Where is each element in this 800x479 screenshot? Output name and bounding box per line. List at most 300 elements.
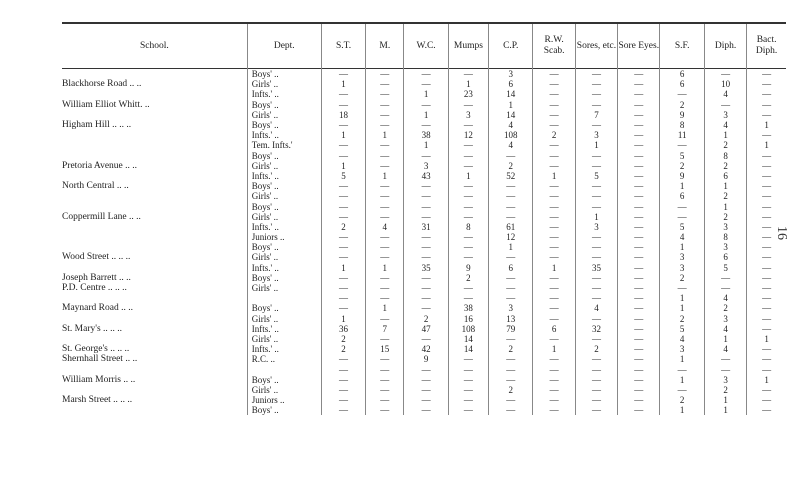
count-cell: 8 xyxy=(704,151,746,161)
count-cell: — xyxy=(404,334,448,344)
count-cell: — xyxy=(366,181,404,191)
count-cell: — xyxy=(321,283,365,293)
count-cell: 1 xyxy=(660,181,704,191)
department: Girls' .. xyxy=(247,161,321,171)
school-name: Maynard Road .. .. xyxy=(62,303,133,314)
count-cell: — xyxy=(366,69,404,80)
count-cell: 3 xyxy=(704,110,746,120)
count-cell: 1 xyxy=(321,263,365,273)
table-row xyxy=(62,395,786,405)
count-cell: — xyxy=(747,201,786,211)
count-cell: — xyxy=(366,79,404,89)
school-name xyxy=(62,201,247,211)
count-cell: — xyxy=(533,161,575,171)
department: Boys' .. xyxy=(247,242,321,252)
column-header: C.P. xyxy=(489,23,533,69)
count-cell: — xyxy=(618,89,660,99)
count-cell: — xyxy=(618,130,660,140)
count-cell: 6 xyxy=(660,69,704,80)
department: Infts.' .. xyxy=(247,324,321,334)
count-cell: 2 xyxy=(660,314,704,324)
school-name xyxy=(62,242,247,252)
count-cell: 3 xyxy=(704,375,746,385)
count-cell: — xyxy=(618,100,660,110)
department: Juniors .. xyxy=(247,232,321,242)
column-header: S.F. xyxy=(660,23,704,69)
count-cell: 1 xyxy=(660,303,704,313)
department: Boys' .. xyxy=(247,69,321,80)
count-cell: — xyxy=(747,222,786,232)
count-cell: — xyxy=(448,201,488,211)
count-cell: — xyxy=(618,314,660,324)
count-cell: 1 xyxy=(533,344,575,354)
count-cell: — xyxy=(321,252,365,262)
count-cell: 1 xyxy=(489,242,533,252)
column-header: Mumps xyxy=(448,23,488,69)
count-cell: — xyxy=(489,191,533,201)
table-row xyxy=(62,120,786,130)
page-number: 16 xyxy=(774,226,789,240)
count-cell: 6 xyxy=(489,263,533,273)
table-row xyxy=(62,222,786,232)
count-cell: — xyxy=(489,201,533,211)
count-cell: — xyxy=(404,385,448,395)
count-cell: — xyxy=(747,171,786,181)
count-cell: — xyxy=(321,140,365,150)
count-cell: — xyxy=(704,354,746,364)
count-cell: — xyxy=(404,79,448,89)
count-cell: — xyxy=(747,110,786,120)
count-cell: — xyxy=(747,151,786,161)
table-row xyxy=(62,232,786,242)
count-cell: — xyxy=(618,222,660,232)
count-cell: — xyxy=(404,212,448,222)
count-cell: — xyxy=(448,212,488,222)
school-name: Higham Hill .. .. .. xyxy=(62,120,132,131)
count-cell: 4 xyxy=(704,89,746,99)
count-cell: 38 xyxy=(448,303,488,313)
school-name xyxy=(62,334,247,344)
school-name xyxy=(62,232,247,242)
count-cell: 4 xyxy=(366,222,404,232)
count-cell: 1 xyxy=(704,201,746,211)
count-cell: — xyxy=(747,293,786,303)
department: Girls' .. xyxy=(247,212,321,222)
count-cell: — xyxy=(366,201,404,211)
count-cell: — xyxy=(575,79,617,89)
count-cell: 3 xyxy=(489,69,533,80)
table-row xyxy=(62,334,786,344)
count-cell: — xyxy=(489,252,533,262)
count-cell: — xyxy=(533,395,575,405)
school-name xyxy=(62,89,247,99)
table-row xyxy=(62,69,786,80)
count-cell: — xyxy=(533,222,575,232)
count-cell: 13 xyxy=(489,314,533,324)
count-cell: 38 xyxy=(404,130,448,140)
count-cell: — xyxy=(575,201,617,211)
count-cell: — xyxy=(404,283,448,293)
count-cell: 4 xyxy=(704,293,746,303)
table-row xyxy=(62,405,786,415)
department: Infts.' .. xyxy=(247,130,321,140)
count-cell: — xyxy=(747,212,786,222)
school-name xyxy=(62,293,247,303)
count-cell: 79 xyxy=(489,324,533,334)
count-cell: 2 xyxy=(321,344,365,354)
count-cell: — xyxy=(747,385,786,395)
count-cell: 4 xyxy=(704,324,746,334)
count-cell: — xyxy=(533,151,575,161)
school-name: Pretoria Avenue .. .. xyxy=(62,160,138,171)
count-cell: 2 xyxy=(321,334,365,344)
count-cell: 5 xyxy=(660,324,704,334)
count-cell: 2 xyxy=(660,273,704,283)
table-row xyxy=(62,79,786,89)
count-cell: — xyxy=(448,385,488,395)
count-cell: 1 xyxy=(660,375,704,385)
count-cell: — xyxy=(489,181,533,191)
count-cell: 12 xyxy=(489,232,533,242)
count-cell: 2 xyxy=(533,130,575,140)
count-cell: — xyxy=(747,181,786,191)
count-cell: 9 xyxy=(448,263,488,273)
count-cell: — xyxy=(618,364,660,374)
count-cell: — xyxy=(448,283,488,293)
count-cell: 1 xyxy=(747,334,786,344)
count-cell: — xyxy=(366,375,404,385)
department: Boys' .. xyxy=(247,120,321,130)
count-cell: — xyxy=(366,100,404,110)
count-cell: 2 xyxy=(704,161,746,171)
department: Juniors .. xyxy=(247,395,321,405)
count-cell: 42 xyxy=(404,344,448,354)
table-row xyxy=(62,201,786,211)
count-cell: — xyxy=(618,283,660,293)
department: Infts.' .. xyxy=(247,222,321,232)
count-cell: 15 xyxy=(366,344,404,354)
table-row xyxy=(62,385,786,395)
count-cell: — xyxy=(704,273,746,283)
count-cell: — xyxy=(533,212,575,222)
count-cell: — xyxy=(533,201,575,211)
count-cell: — xyxy=(704,364,746,374)
count-cell: — xyxy=(660,212,704,222)
count-cell: 1 xyxy=(704,405,746,415)
count-cell: 1 xyxy=(704,395,746,405)
school-name: Blackhorse Road .. .. xyxy=(62,79,142,90)
count-cell: — xyxy=(618,405,660,415)
count-cell: — xyxy=(366,364,404,374)
count-cell: 1 xyxy=(489,100,533,110)
count-cell: 7 xyxy=(575,110,617,120)
count-cell: — xyxy=(366,140,404,150)
count-cell: 14 xyxy=(489,89,533,99)
count-cell: — xyxy=(533,79,575,89)
school-name: Coppermill Lane .. .. xyxy=(62,211,141,222)
count-cell: — xyxy=(575,314,617,324)
count-cell: — xyxy=(747,405,786,415)
count-cell: — xyxy=(321,201,365,211)
count-cell: — xyxy=(533,232,575,242)
table-row xyxy=(62,324,786,334)
count-cell: 4 xyxy=(704,344,746,354)
table-row xyxy=(62,375,786,385)
school-name: William Elliot Whitt. .. xyxy=(62,99,150,110)
count-cell: — xyxy=(618,110,660,120)
count-cell: 2 xyxy=(321,222,365,232)
count-cell: — xyxy=(533,375,575,385)
count-cell: 10 xyxy=(704,79,746,89)
count-cell: — xyxy=(404,303,448,313)
count-cell: — xyxy=(321,191,365,201)
count-cell: — xyxy=(533,110,575,120)
count-cell: — xyxy=(618,252,660,262)
count-cell: — xyxy=(575,151,617,161)
count-cell: 2 xyxy=(489,344,533,354)
count-cell: 1 xyxy=(366,171,404,181)
count-cell: — xyxy=(448,405,488,415)
count-cell: 9 xyxy=(404,354,448,364)
count-cell: — xyxy=(533,100,575,110)
count-cell: 2 xyxy=(489,161,533,171)
table-row xyxy=(62,130,786,140)
count-cell: — xyxy=(366,314,404,324)
count-cell: — xyxy=(404,151,448,161)
count-cell: — xyxy=(618,151,660,161)
count-cell: 36 xyxy=(321,324,365,334)
count-cell: 2 xyxy=(704,385,746,395)
count-cell: — xyxy=(366,354,404,364)
department xyxy=(247,293,321,303)
column-header: W.C. xyxy=(404,23,448,69)
count-cell: — xyxy=(533,303,575,313)
count-cell: — xyxy=(366,151,404,161)
count-cell: — xyxy=(404,375,448,385)
column-header: M. xyxy=(366,23,404,69)
count-cell: 2 xyxy=(404,314,448,324)
department: Girls' .. xyxy=(247,385,321,395)
column-header: R.W. Scab. xyxy=(533,23,575,69)
count-cell: — xyxy=(321,354,365,364)
column-header: Bact. Diph. xyxy=(747,23,786,69)
count-cell: — xyxy=(404,395,448,405)
count-cell: 47 xyxy=(404,324,448,334)
count-cell: — xyxy=(366,395,404,405)
count-cell: — xyxy=(747,273,786,283)
count-cell: — xyxy=(747,232,786,242)
count-cell: — xyxy=(618,140,660,150)
count-cell: — xyxy=(489,405,533,415)
count-cell: — xyxy=(618,171,660,181)
column-header: Sores, etc. xyxy=(575,23,617,69)
count-cell: — xyxy=(747,252,786,262)
count-cell: — xyxy=(704,69,746,80)
count-cell: — xyxy=(489,212,533,222)
count-cell: — xyxy=(533,385,575,395)
count-cell: 1 xyxy=(533,263,575,273)
school-name: P.D. Centre .. .. .. xyxy=(62,283,127,294)
table-row xyxy=(62,263,786,273)
count-cell: — xyxy=(366,212,404,222)
count-cell: — xyxy=(404,273,448,283)
column-header: Sore Eyes. xyxy=(618,23,660,69)
count-cell: — xyxy=(404,181,448,191)
count-cell: — xyxy=(321,375,365,385)
count-cell: 1 xyxy=(660,293,704,303)
count-cell: — xyxy=(660,140,704,150)
count-cell: 1 xyxy=(747,375,786,385)
count-cell: 108 xyxy=(489,130,533,140)
count-cell: — xyxy=(366,232,404,242)
department: Boys' .. xyxy=(247,201,321,211)
count-cell: 35 xyxy=(404,263,448,273)
department: Infts.' .. xyxy=(247,263,321,273)
count-cell: — xyxy=(321,212,365,222)
count-cell: — xyxy=(366,385,404,395)
count-cell: — xyxy=(575,354,617,364)
count-cell: — xyxy=(533,354,575,364)
count-cell: — xyxy=(404,69,448,80)
count-cell: 8 xyxy=(448,222,488,232)
count-cell: 1 xyxy=(660,354,704,364)
count-cell: 1 xyxy=(366,130,404,140)
table-row xyxy=(62,191,786,201)
count-cell: 3 xyxy=(660,252,704,262)
count-cell: — xyxy=(618,69,660,80)
department: Boys' .. xyxy=(247,100,321,110)
count-cell: — xyxy=(321,151,365,161)
count-cell: — xyxy=(747,354,786,364)
count-cell: 3 xyxy=(704,314,746,324)
count-cell: 31 xyxy=(404,222,448,232)
count-cell: 1 xyxy=(660,242,704,252)
count-cell: — xyxy=(575,69,617,80)
count-cell: — xyxy=(618,385,660,395)
count-cell: 1 xyxy=(575,140,617,150)
table-row xyxy=(62,151,786,161)
count-cell: — xyxy=(533,191,575,201)
school-name xyxy=(62,151,247,161)
count-cell: — xyxy=(618,232,660,242)
count-cell: 6 xyxy=(489,79,533,89)
count-cell: — xyxy=(489,293,533,303)
department: R.C. .. xyxy=(247,354,321,364)
count-cell: — xyxy=(575,191,617,201)
count-cell: 6 xyxy=(660,191,704,201)
department: Infts.' .. xyxy=(247,171,321,181)
count-cell: — xyxy=(747,100,786,110)
count-cell: — xyxy=(575,252,617,262)
count-cell: — xyxy=(575,161,617,171)
count-cell: 5 xyxy=(321,171,365,181)
count-cell: — xyxy=(618,201,660,211)
count-cell: — xyxy=(489,375,533,385)
count-cell: — xyxy=(366,120,404,130)
count-cell: — xyxy=(618,79,660,89)
department: Boys' .. xyxy=(247,405,321,415)
count-cell: — xyxy=(448,191,488,201)
school-name xyxy=(62,191,247,201)
count-cell: 3 xyxy=(704,242,746,252)
department: Girls' .. xyxy=(247,283,321,293)
count-cell: — xyxy=(448,69,488,80)
count-cell: — xyxy=(489,273,533,283)
count-cell: — xyxy=(366,191,404,201)
count-cell: — xyxy=(533,140,575,150)
count-cell: — xyxy=(618,334,660,344)
count-cell: — xyxy=(321,395,365,405)
table-row xyxy=(62,354,786,364)
school-name: St. George's .. .. .. xyxy=(62,344,130,355)
table-row xyxy=(62,252,786,262)
count-cell: 9 xyxy=(660,110,704,120)
count-cell: — xyxy=(660,385,704,395)
count-cell: — xyxy=(533,252,575,262)
count-cell: — xyxy=(747,161,786,171)
count-cell: — xyxy=(448,395,488,405)
count-cell: 1 xyxy=(321,161,365,171)
department: Boys' .. xyxy=(247,375,321,385)
count-cell: 1 xyxy=(704,130,746,140)
department: Infts.' .. xyxy=(247,89,321,99)
count-cell: 16 xyxy=(448,314,488,324)
count-cell: 3 xyxy=(575,130,617,140)
count-cell: — xyxy=(366,242,404,252)
count-cell: 1 xyxy=(704,334,746,344)
count-cell: 1 xyxy=(366,303,404,313)
count-cell: — xyxy=(575,273,617,283)
count-cell: 1 xyxy=(366,263,404,273)
count-cell: 1 xyxy=(321,79,365,89)
count-cell: 4 xyxy=(660,232,704,242)
count-cell: — xyxy=(618,191,660,201)
count-cell: — xyxy=(747,344,786,354)
count-cell: — xyxy=(618,212,660,222)
count-cell: — xyxy=(575,334,617,344)
count-cell: — xyxy=(404,232,448,242)
count-cell: — xyxy=(448,364,488,374)
table-row xyxy=(62,242,786,252)
count-cell: — xyxy=(404,252,448,262)
count-cell: — xyxy=(404,100,448,110)
count-cell: 3 xyxy=(660,263,704,273)
column-header: Diph. xyxy=(704,23,746,69)
count-cell: 6 xyxy=(704,171,746,181)
department: Girls' .. xyxy=(247,314,321,324)
table-row xyxy=(62,314,786,324)
count-cell: 1 xyxy=(404,140,448,150)
count-cell: 2 xyxy=(575,344,617,354)
count-cell: — xyxy=(747,283,786,293)
count-cell: — xyxy=(448,140,488,150)
count-cell: — xyxy=(747,79,786,89)
table-body xyxy=(62,69,786,416)
count-cell: 4 xyxy=(660,334,704,344)
count-cell: 6 xyxy=(704,252,746,262)
department: Girls' .. xyxy=(247,252,321,262)
school-name xyxy=(62,222,247,232)
count-cell: — xyxy=(747,303,786,313)
count-cell: 61 xyxy=(489,222,533,232)
count-cell: — xyxy=(448,232,488,242)
count-cell: 9 xyxy=(660,171,704,181)
count-cell: — xyxy=(321,242,365,252)
school-name xyxy=(62,110,247,120)
count-cell: 11 xyxy=(660,130,704,140)
count-cell: — xyxy=(575,100,617,110)
count-cell: — xyxy=(575,293,617,303)
